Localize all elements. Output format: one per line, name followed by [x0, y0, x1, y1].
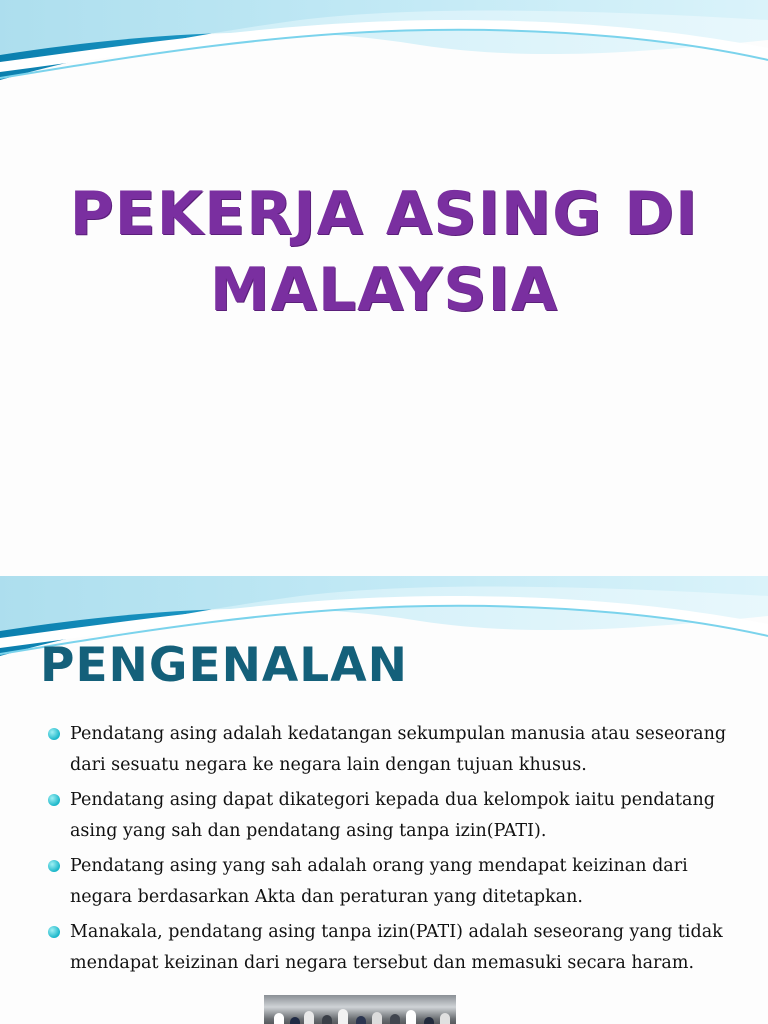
bullet-text: Manakala, pendatang asing tanpa izin(PATI) adalah seseorang yang tidak mendapat keizinan dari negara tersebut dan memasuki secara haram.	[70, 922, 723, 973]
slide-introduction	[0, 576, 768, 1024]
bullet-dot-icon	[48, 860, 60, 872]
bullet-list	[46, 719, 736, 983]
bullet-dot-icon	[48, 926, 60, 938]
section-heading: PENGENALAN	[40, 638, 408, 693]
bullet-item	[46, 851, 736, 913]
bullet-text: Pendatang asing dapat dikategori kepada dua kelompok iaitu pendatang asing yang sah dan pendatang asing tanpa izin(PATI).	[70, 790, 715, 841]
crowd-photo-image	[264, 995, 456, 1024]
wave-banner-decoration	[0, 0, 768, 100]
title-line-1: PEKERJA ASING DI	[69, 179, 699, 249]
bullet-item	[46, 719, 736, 781]
bullet-text: Pendatang asing adalah kedatangan sekumpulan manusia atau seseorang dari sesuatu negara ke negara lain dengan tujuan khusus.	[70, 724, 727, 775]
bullet-dot-icon	[48, 794, 60, 806]
bullet-text: Pendatang asing yang sah adalah orang yang mendapat keizinan dari negara berdasarkan Akta dan peraturan yang ditetapkan.	[70, 856, 688, 907]
bullet-item	[46, 917, 736, 979]
bullet-dot-icon	[48, 728, 60, 740]
bullet-item	[46, 785, 736, 847]
slide-title-text	[0, 176, 768, 328]
title-line-2: MALAYSIA	[209, 255, 559, 325]
